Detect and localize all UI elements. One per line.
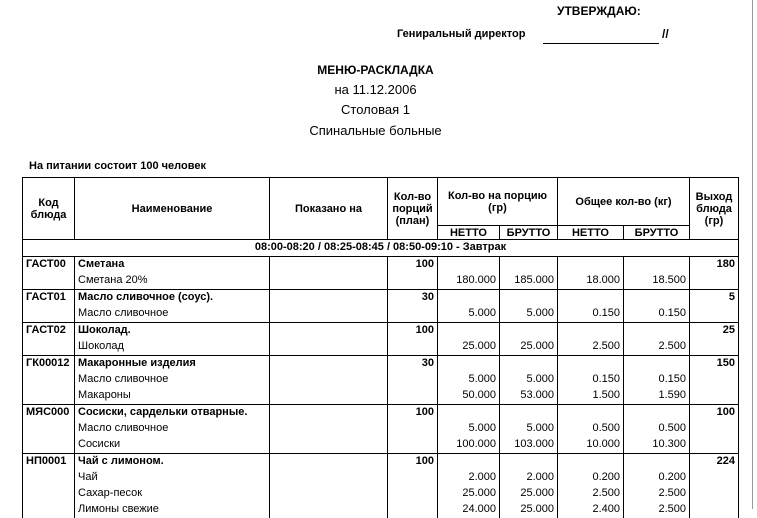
ingredient-total-netto: 2.400: [558, 502, 624, 518]
ingredient-shown: [270, 470, 388, 486]
ingredient-netto: 2.000: [438, 470, 500, 486]
dish-code: ГК00012: [23, 356, 75, 373]
ingredient-row: [23, 502, 739, 518]
ingredient-brutto: 2.000: [500, 470, 558, 486]
ingredient-total-netto: 0.500: [558, 421, 624, 437]
ingredient-qty: [388, 437, 438, 454]
ingredient-total-netto: 2.500: [558, 486, 624, 502]
dish-yield: 224: [690, 454, 739, 471]
dish-yield: 180: [690, 257, 739, 274]
col-qty: Кол-во порций (план): [388, 178, 438, 240]
ingredient-yield: [690, 470, 739, 486]
ingredient-code: [23, 372, 75, 388]
director-label: Гениральный директор: [397, 28, 526, 40]
ingredient-yield: [690, 421, 739, 437]
ingredient-name: Шоколад: [75, 339, 270, 356]
ingredient-row: [23, 421, 739, 437]
ingredient-shown: [270, 372, 388, 388]
ingredient-qty: [388, 273, 438, 290]
ingredient-netto: 50.000: [438, 388, 500, 405]
dish-shown: [270, 454, 388, 471]
dish-shown: [270, 290, 388, 307]
ingredient-yield: [690, 273, 739, 290]
ingredient-total-brutto: 0.200: [624, 470, 690, 486]
ingredient-name: Сосиски: [75, 437, 270, 454]
ingredient-yield: [690, 339, 739, 356]
dish-code: НП0001: [23, 454, 75, 471]
dish-netto: [438, 290, 500, 307]
ingredient-code: [23, 273, 75, 290]
dish-yield: 150: [690, 356, 739, 373]
ingredient-yield: [690, 388, 739, 405]
people-count: На питании состоит 100 человек: [29, 160, 206, 172]
document-title: МЕНЮ-РАСКЛАДКА: [317, 63, 434, 77]
meal-row: 08:00-08:20 / 08:25-08:45 / 08:50-09:10 - Завтрак: [23, 240, 739, 257]
ingredient-total-brutto: 0.500: [624, 421, 690, 437]
ingredient-row: [23, 306, 739, 323]
dish-qty: 30: [388, 356, 438, 373]
ingredient-name: Сметана 20%: [75, 273, 270, 290]
dish-total-netto: [558, 323, 624, 340]
dish-code: ГАСТ02: [23, 323, 75, 340]
dish-shown: [270, 257, 388, 274]
ingredient-code: [23, 388, 75, 405]
dish-brutto: [500, 323, 558, 340]
ingredient-brutto: 5.000: [500, 306, 558, 323]
ingredient-netto: 5.000: [438, 421, 500, 437]
ingredient-netto: 25.000: [438, 486, 500, 502]
dish-row: [23, 454, 739, 471]
dish-netto: [438, 257, 500, 274]
ingredient-shown: [270, 306, 388, 323]
ingredient-total-brutto: 2.500: [624, 339, 690, 356]
dish-shown: [270, 356, 388, 373]
dish-brutto: [500, 290, 558, 307]
ingredient-total-netto: 2.500: [558, 339, 624, 356]
ingredient-total-netto: 10.000: [558, 437, 624, 454]
ingredient-total-netto: 1.500: [558, 388, 624, 405]
ingredient-shown: [270, 339, 388, 356]
col-per-portion: Кол-во на порцию (гр): [438, 178, 558, 226]
dish-qty: 100: [388, 454, 438, 471]
ingredient-total-netto: 0.150: [558, 306, 624, 323]
col-total-brutto: БРУТТО: [624, 226, 690, 240]
dish-total-netto: [558, 405, 624, 422]
dish-name: Макаронные изделия: [75, 356, 270, 373]
dish-netto: [438, 356, 500, 373]
ingredient-shown: [270, 502, 388, 518]
ingredient-shown: [270, 273, 388, 290]
ingredient-total-brutto: 2.500: [624, 486, 690, 502]
ingredient-brutto: 185.000: [500, 273, 558, 290]
ingredient-total-brutto: 2.500: [624, 502, 690, 518]
ingredient-netto: 100.000: [438, 437, 500, 454]
ingredient-yield: [690, 437, 739, 454]
dish-code: МЯС000: [23, 405, 75, 422]
signature-line: [543, 43, 659, 44]
ingredient-shown: [270, 388, 388, 405]
dish-row: [23, 323, 739, 340]
dish-yield: 25: [690, 323, 739, 340]
ingredient-brutto: 103.000: [500, 437, 558, 454]
ingredient-row: [23, 388, 739, 405]
dish-total-brutto: [624, 356, 690, 373]
ingredient-code: [23, 339, 75, 356]
ingredient-name: Макароны: [75, 388, 270, 405]
dish-name: Масло сливочное (соус).: [75, 290, 270, 307]
dish-row: [23, 290, 739, 307]
dish-name: Сметана: [75, 257, 270, 274]
dish-total-brutto: [624, 454, 690, 471]
col-brutto: БРУТТО: [500, 226, 558, 240]
dish-yield: 5: [690, 290, 739, 307]
signature-slashes: //: [662, 27, 669, 41]
ingredient-qty: [388, 470, 438, 486]
ingredient-yield: [690, 372, 739, 388]
ingredient-name: Лимоны свежие: [75, 502, 270, 518]
dish-qty: 100: [388, 323, 438, 340]
dish-yield: 100: [690, 405, 739, 422]
ingredient-row: [23, 486, 739, 502]
ingredient-brutto: 25.000: [500, 339, 558, 356]
col-total: Общее кол-во (кг): [558, 178, 690, 226]
ingredient-code: [23, 486, 75, 502]
menu-table: [22, 177, 739, 518]
ingredient-qty: [388, 502, 438, 518]
ingredient-code: [23, 421, 75, 437]
ingredient-yield: [690, 502, 739, 518]
approve-label: УТВЕРЖДАЮ:: [557, 4, 641, 18]
ingredient-qty: [388, 339, 438, 356]
col-yield: Выход блюда (гр): [690, 178, 739, 240]
ingredient-total-netto: 0.200: [558, 470, 624, 486]
ingredient-row: [23, 470, 739, 486]
ingredient-name: Сахар-песок: [75, 486, 270, 502]
ingredient-name: Масло сливочное: [75, 372, 270, 388]
dish-brutto: [500, 454, 558, 471]
dish-name: Чай с лимоном.: [75, 454, 270, 471]
ingredient-total-brutto: 10.300: [624, 437, 690, 454]
ingredient-brutto: 5.000: [500, 421, 558, 437]
col-total-netto: НЕТТО: [558, 226, 624, 240]
dish-brutto: [500, 356, 558, 373]
col-netto: НЕТТО: [438, 226, 500, 240]
ingredient-name: Масло сливочное: [75, 306, 270, 323]
ingredient-brutto: 53.000: [500, 388, 558, 405]
patient-group: Спинальные больные: [309, 123, 442, 138]
ingredient-row: [23, 372, 739, 388]
dish-qty: 100: [388, 257, 438, 274]
ingredient-code: [23, 306, 75, 323]
ingredient-shown: [270, 421, 388, 437]
ingredient-qty: [388, 306, 438, 323]
ingredient-code: [23, 470, 75, 486]
dish-netto: [438, 405, 500, 422]
ingredient-brutto: 5.000: [500, 372, 558, 388]
ingredient-netto: 180.000: [438, 273, 500, 290]
ingredient-netto: 5.000: [438, 306, 500, 323]
ingredient-total-netto: 0.150: [558, 372, 624, 388]
dish-netto: [438, 454, 500, 471]
col-shown: Показано на: [270, 178, 388, 240]
dish-row: [23, 405, 739, 422]
dish-code: ГАСТ00: [23, 257, 75, 274]
ingredient-name: Масло сливочное: [75, 421, 270, 437]
dish-total-brutto: [624, 323, 690, 340]
dish-shown: [270, 323, 388, 340]
dish-netto: [438, 323, 500, 340]
ingredient-total-brutto: 0.150: [624, 306, 690, 323]
ingredient-qty: [388, 486, 438, 502]
ingredient-row: [23, 339, 739, 356]
col-code: Код блюда: [23, 178, 75, 240]
ingredient-brutto: 25.000: [500, 502, 558, 518]
dish-total-brutto: [624, 257, 690, 274]
dish-total-brutto: [624, 405, 690, 422]
ingredient-row: [23, 437, 739, 454]
dish-brutto: [500, 257, 558, 274]
ingredient-netto: 24.000: [438, 502, 500, 518]
dish-total-brutto: [624, 290, 690, 307]
ingredient-qty: [388, 372, 438, 388]
dish-total-netto: [558, 454, 624, 471]
ingredient-total-netto: 18.000: [558, 273, 624, 290]
dish-shown: [270, 405, 388, 422]
ingredient-total-brutto: 18.500: [624, 273, 690, 290]
ingredient-shown: [270, 486, 388, 502]
dish-total-netto: [558, 356, 624, 373]
dish-total-netto: [558, 290, 624, 307]
ingredient-code: [23, 437, 75, 454]
ingredient-netto: 5.000: [438, 372, 500, 388]
ingredient-shown: [270, 437, 388, 454]
dish-name: Сосиски, сардельки отварные.: [75, 405, 270, 422]
ingredient-row: [23, 273, 739, 290]
dish-qty: 100: [388, 405, 438, 422]
canteen-name: Столовая 1: [341, 102, 410, 117]
ingredient-name: Чай: [75, 470, 270, 486]
ingredient-yield: [690, 486, 739, 502]
dish-code: ГАСТ01: [23, 290, 75, 307]
ingredient-brutto: 25.000: [500, 486, 558, 502]
dish-row: [23, 257, 739, 274]
ingredient-netto: 25.000: [438, 339, 500, 356]
dish-row: [23, 356, 739, 373]
dish-qty: 30: [388, 290, 438, 307]
ingredient-code: [23, 502, 75, 518]
ingredient-total-brutto: 0.150: [624, 372, 690, 388]
dish-brutto: [500, 405, 558, 422]
ingredient-total-brutto: 1.590: [624, 388, 690, 405]
ingredient-qty: [388, 388, 438, 405]
document-date: на 11.12.2006: [334, 82, 417, 97]
ingredient-qty: [388, 421, 438, 437]
ingredient-yield: [690, 306, 739, 323]
dish-total-netto: [558, 257, 624, 274]
dish-name: Шоколад.: [75, 323, 270, 340]
col-name: Наименование: [75, 178, 270, 240]
